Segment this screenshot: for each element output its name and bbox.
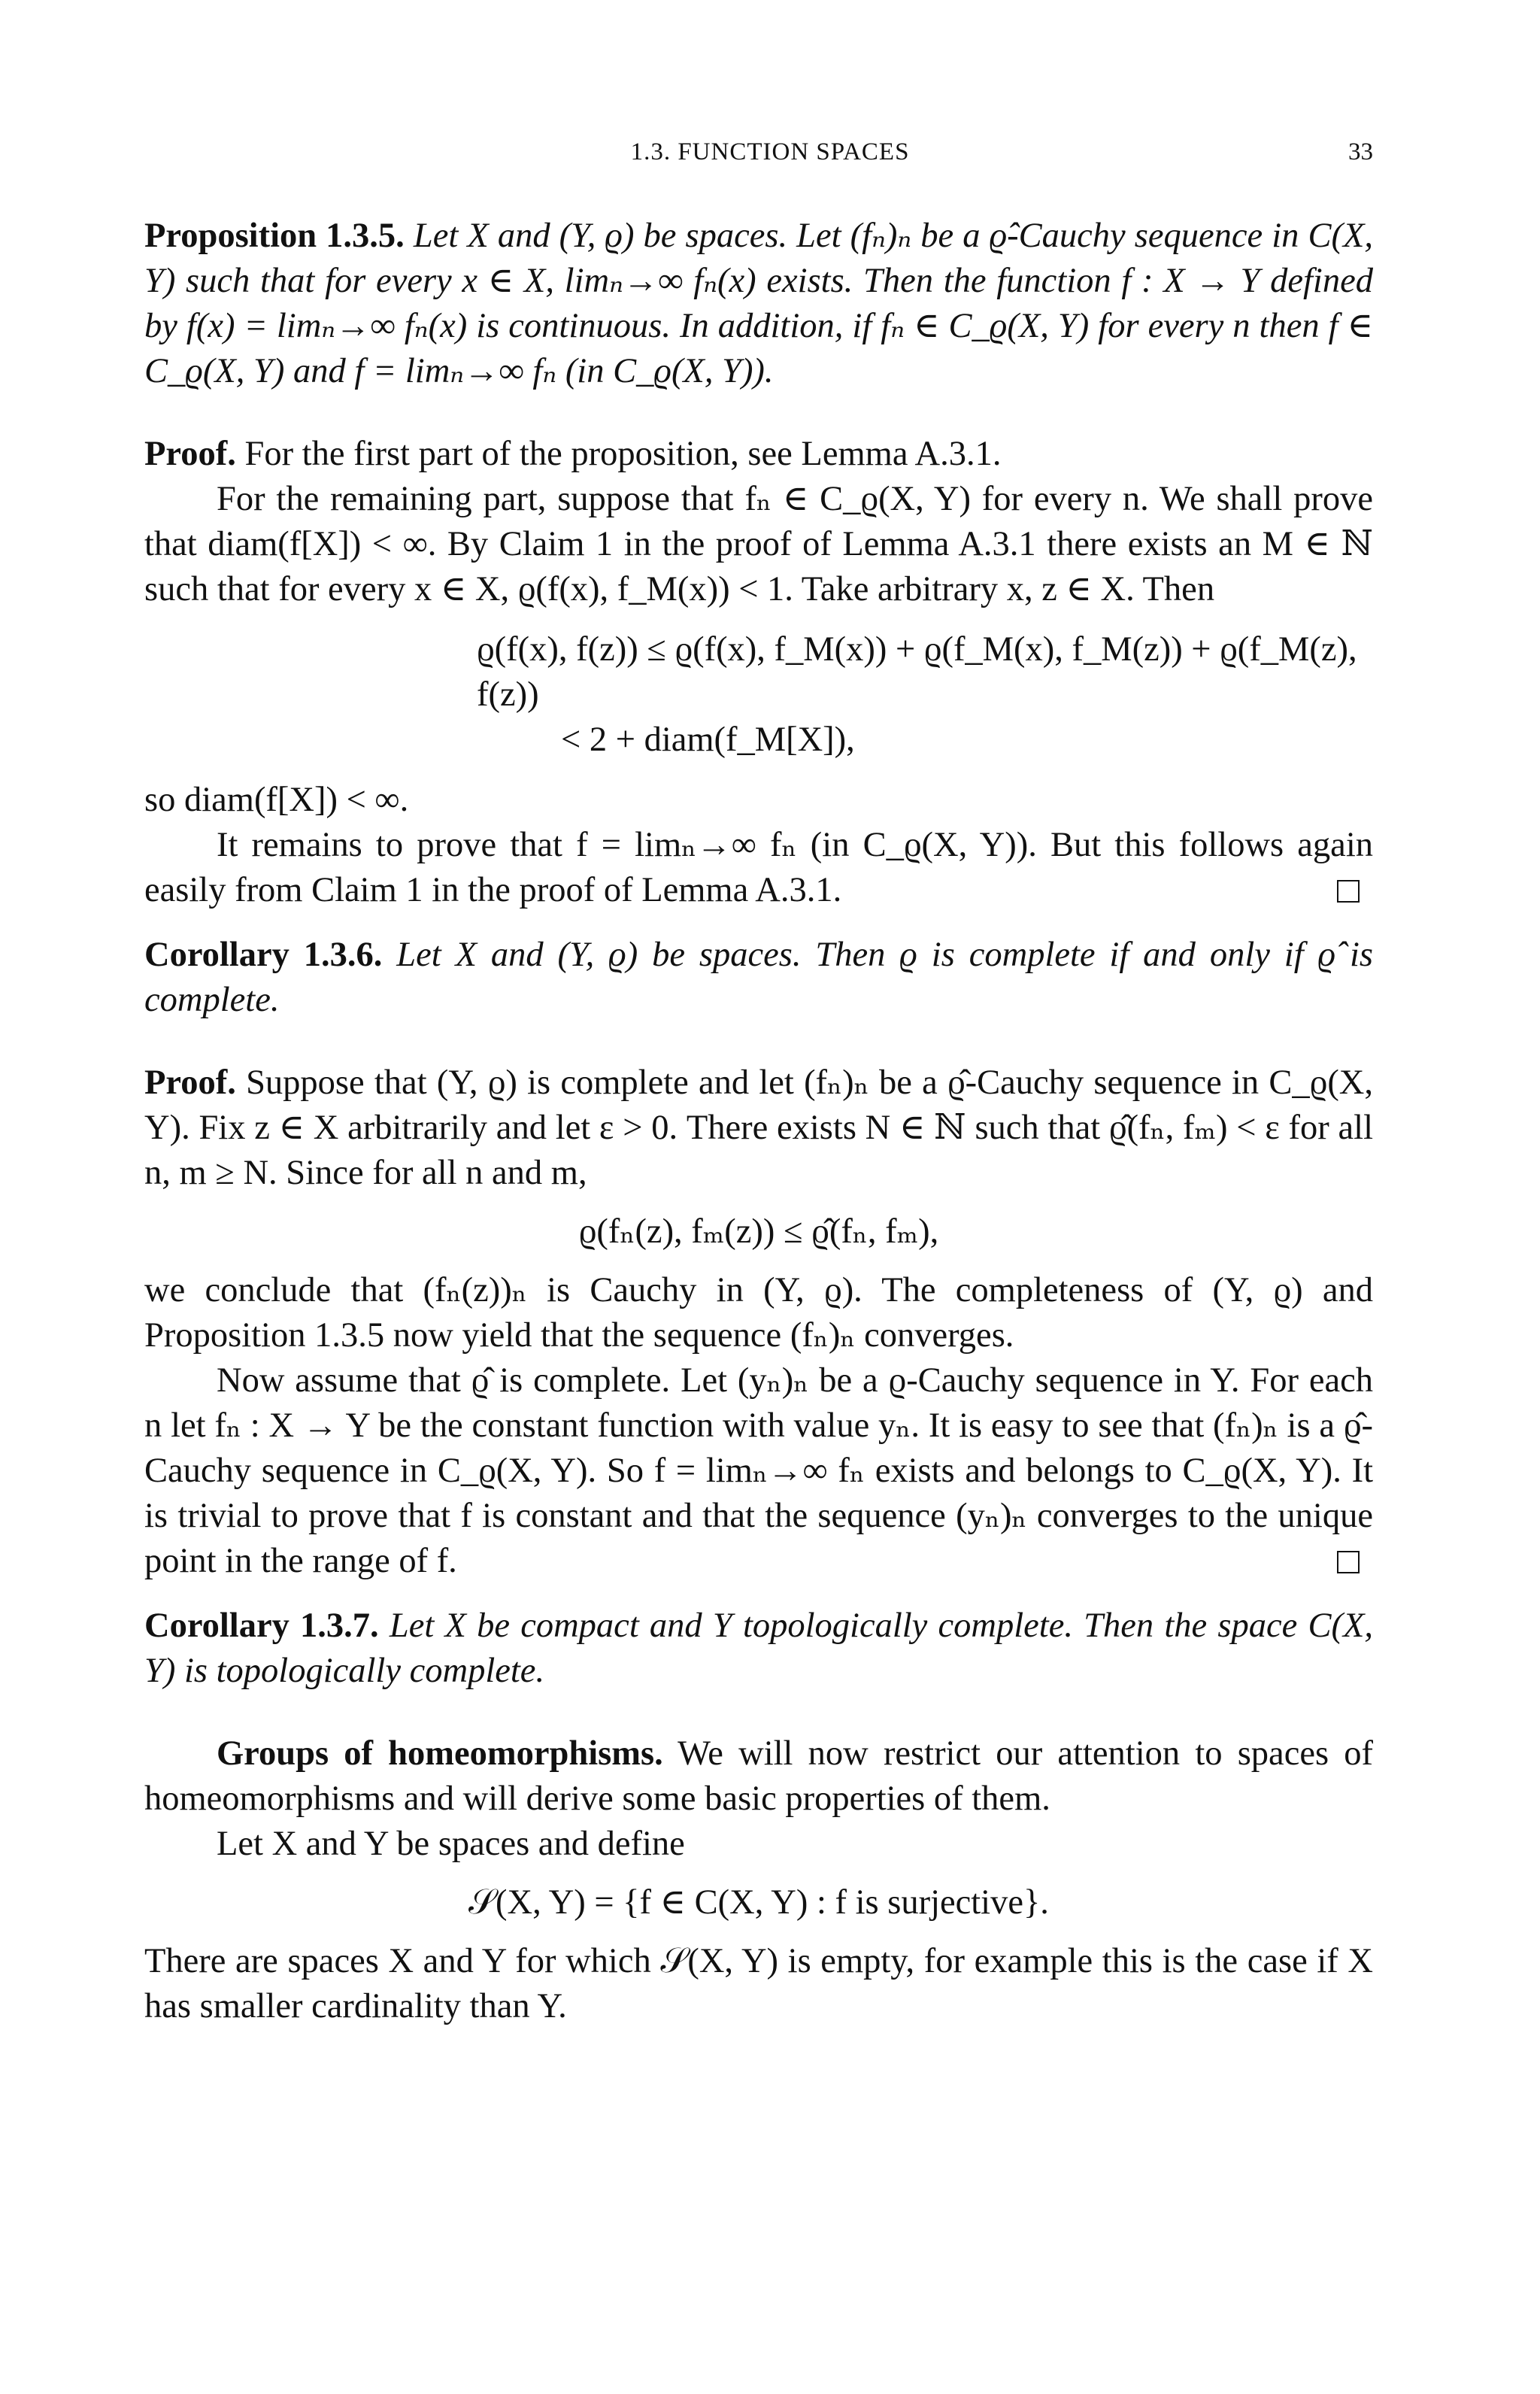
section-paragraph: There are spaces X and Y for which 𝒮(X, Y) is empty, for example this is the case if X has smaller cardinality than Y.: [144, 1942, 1373, 2025]
corollary-1-3-6: [144, 933, 1373, 1023]
section-text: We will now restrict our attention to spaces of homeomorphisms and will derive some basic properties of them.: [144, 1734, 1373, 1818]
proof-paragraph: [144, 1358, 1373, 1584]
corollary-1-3-7: [144, 1604, 1373, 1694]
running-title: 1.3. FUNCTION SPACES: [630, 138, 910, 165]
section-title: Groups of homeomorphisms.: [217, 1734, 663, 1773]
proposition-text: Let X and (Y, ϱ) be spaces. Let (fₙ)ₙ be a ϱ̂-Cauchy sequence in C(X, Y) such that for every x ∈ X, limₙ→∞ fₙ(x) exists. Then the function f : X → Y defined by f(x) = limₙ→∞ fₙ(x) is continuous. In addition, if fₙ ∈ C_ϱ(X, Y) for every n then f ∈ C_ϱ(X, Y) and f = limₙ→∞ fₙ (in C_ϱ(X, Y)).: [144, 217, 1373, 390]
display-equation: ϱ(fₙ(z), fₘ(z)) ≤ ϱ̂(fₙ, fₘ),: [578, 1212, 939, 1251]
proof-paragraph: so diam(f[X]) < ∞.: [144, 781, 409, 819]
equation-line: ϱ(f(x), f(z)) ≤ ϱ(f(x), f_M(x)) + ϱ(f_M(x), f_M(z)) + ϱ(f_M(z), f(z)): [477, 630, 1357, 714]
equation-line: < 2 + diam(f_M[X]),: [561, 721, 855, 759]
proof-text: Now assume that ϱ̂ is complete. Let (yₙ)ₙ be a ϱ-Cauchy sequence in Y. For each n let fₙ : X → Y be the constant function with value yₙ. It is easy to see that (fₙ)ₙ is a ϱ̂-Cauchy sequence in C_ϱ(X, Y). So f = limₙ→∞ fₙ exists and belongs to C_ϱ(X, Y). It is trivial to prove that f is constant and that the sequence (yₙ)ₙ converges to the unique point in the range of f.: [144, 1361, 1373, 1580]
proof-paragraph: For the remaining part, suppose that fₙ ∈ C_ϱ(X, Y) for every n. We shall prove that diam(f[X]) < ∞. By Claim 1 in the proof of Lemma A.3.1 there exists an M ∈ ℕ such that for every x ∈ X, ϱ(f(x), f_M(x)) < 1. Take arbitrary x, z ∈ X. Then: [144, 480, 1373, 608]
display-equation: [144, 627, 1373, 763]
proof-paragraph: [144, 823, 1373, 913]
corollary-label: Corollary 1.3.7.: [144, 1607, 379, 1645]
proof-text: For the first part of the proposition, see Lemma A.3.1.: [244, 435, 1002, 473]
proof-text: It remains to prove that f = limₙ→∞ fₙ (in C_ϱ(X, Y)). But this follows again easily from Claim 1 in the proof of Lemma A.3.1.: [144, 826, 1373, 909]
proposition-1-3-5: [144, 214, 1373, 394]
proof-label: Proof.: [144, 435, 236, 473]
corollary-text: Let X be compact and Y topologically complete. Then the space C(X, Y) is topologically complete.: [144, 1607, 1373, 1690]
corollary-label: Corollary 1.3.6.: [144, 936, 383, 974]
proof-paragraph: [144, 432, 1373, 477]
display-equation: 𝒮(X, Y) = {f ∈ C(X, Y) : f is surjective}.: [468, 1883, 1049, 1922]
qed-box-icon: [1337, 880, 1360, 903]
page-number: 33: [1348, 138, 1373, 165]
corollary-text: Let X and (Y, ϱ) be spaces. Then ϱ is complete if and only if ϱ̂ is complete.: [144, 936, 1374, 1019]
page-body: [144, 214, 1373, 2029]
qed-box-icon: [1337, 1551, 1360, 1573]
proposition-label: Proposition 1.3.5.: [144, 217, 405, 255]
proof-label: Proof.: [144, 1063, 236, 1102]
proof-text: Suppose that (Y, ϱ) is complete and let (fₙ)ₙ be a ϱ̂-Cauchy sequence in C_ϱ(X, Y). Fix z ∈ X arbitrarily and let ε > 0. There exists N ∈ ℕ such that ϱ̂(fₙ, fₘ) < ε for all n, m ≥ N. Since for all n and m,: [144, 1063, 1374, 1192]
proof-paragraph: [144, 1060, 1373, 1196]
running-header: [0, 134, 1540, 179]
section-paragraph: Let X and Y be spaces and define: [217, 1825, 685, 1863]
proof-paragraph: we conclude that (fₙ(z))ₙ is Cauchy in (Y, ϱ). The completeness of (Y, ϱ) and Proposition 1.3.5 now yield that the sequence (fₙ)ₙ converges.: [144, 1271, 1373, 1355]
section-paragraph: [144, 1731, 1373, 1822]
